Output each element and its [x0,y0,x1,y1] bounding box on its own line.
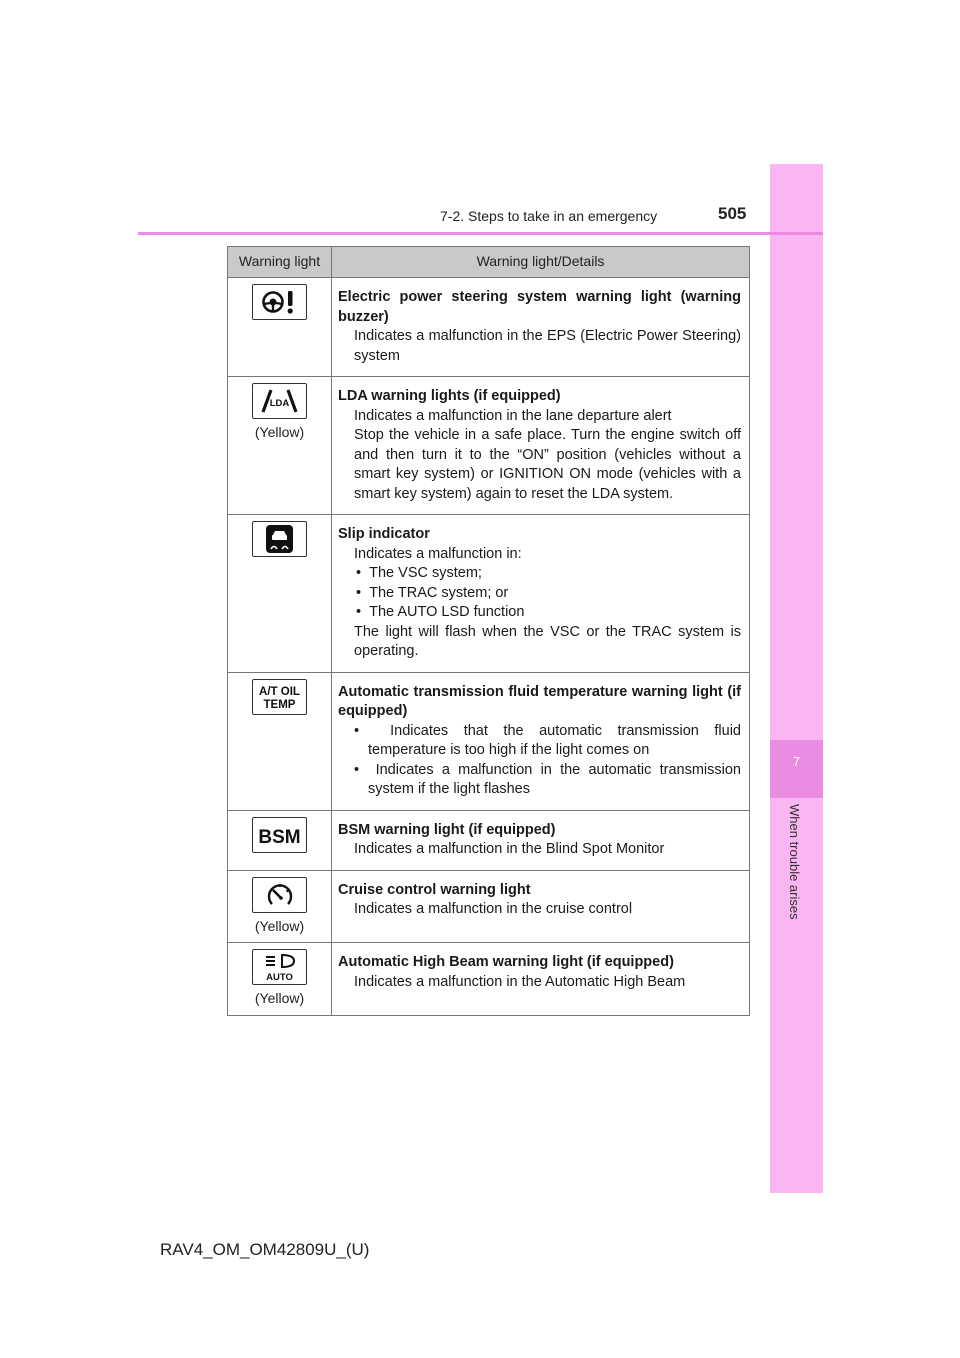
bsm-icon [252,817,307,853]
chapter-sidebar [770,164,823,1193]
bullet-item: • The AUTO LSD function [338,603,741,623]
at-oil-icon-text: A/T OIL [259,685,300,698]
detail-line: The light will flash when the VSC or the TRAC system is operating. [354,623,741,659]
icon-cell [228,377,332,515]
detail-line: Indicates a malfunction in the Blind Spot Monitor [354,841,665,857]
table-row [228,515,750,673]
detail-cell [332,278,750,377]
icon-cell [228,810,332,870]
warning-title: Cruise control warning light [338,881,531,898]
document-code: RAV4_OM_OM42809U_(U) [160,1240,370,1259]
detail-cell [332,810,750,870]
auto-icon-text: AUTO [266,972,293,983]
chapter-tab[interactable] [770,740,823,798]
bullet-item: • Indicates a malfunction in the automatic transmission system if the light flashes [338,761,741,800]
table-row [228,377,750,515]
warning-title: LDA warning lights (if equipped) [338,388,561,404]
detail-line: Stop the vehicle in a safe place. Turn the engine switch off and then turn it to the “ON” position (vehicles without a smart key system) or IGNITION ON mode (vehicles with a smart key system) again to reset the LDA system. [354,427,741,502]
bullet-item: • The TRAC system; or [338,584,741,604]
detail-cell [332,377,750,515]
table-header-row [228,247,750,278]
detail-line: Indicates a malfunction in the Automatic High Beam [354,973,686,990]
at-oil-temp-icon [252,679,307,715]
col-header-details: Warning light/Details [332,247,750,278]
color-label: (Yellow) [254,917,305,934]
color-label: (Yellow) [254,990,305,1006]
table-row [228,810,750,870]
detail-cell [332,870,750,943]
warning-title: Electric power steering system warning light (warning buzzer) [338,289,741,325]
detail-line: Indicates a malfunction in the lane departure alert [354,407,672,424]
bsm-icon-text: BSM [258,826,301,848]
page-number: 505 [718,204,747,223]
icon-cell [228,515,332,673]
warning-light-table [227,246,750,1016]
icon-cell [228,870,332,943]
temp-icon-text: TEMP [263,698,296,711]
chapter-number: 7 [792,754,801,769]
cruise-control-icon [252,877,307,913]
bullet-item: • The VSC system; [338,564,741,584]
bullet-item: • Indicates that the automatic transmission fluid temperature is too high if the light comes on [338,722,741,761]
table-row [228,870,750,943]
icon-cell [228,672,332,810]
table-row [228,672,750,810]
color-label: (Yellow) [254,424,305,440]
slip-indicator-icon [252,521,307,557]
detail-line: Indicates a malfunction in the EPS (Electric Power Steering) system [354,328,741,364]
col-header-icon: Warning light [228,247,332,278]
eps-warning-icon [252,284,307,320]
detail-line: Indicates a malfunction in: [354,545,522,562]
lda-warning-icon [252,383,307,419]
icon-cell [228,278,332,377]
icon-cell [228,943,332,1016]
chapter-title: When trouble arises [787,804,802,920]
detail-line: Indicates a malfunction in the cruise control [354,901,633,917]
warning-title: Automatic High Beam warning light (if equipped) [338,954,674,970]
detail-cell [332,672,750,810]
table-row [228,278,750,377]
header-divider [138,232,823,235]
section-title: 7-2. Steps to take in an emergency [440,208,658,224]
auto-high-beam-icon [252,949,307,985]
detail-cell [332,943,750,1016]
warning-title: Automatic transmission fluid temperature warning light (if equipped) [338,683,741,719]
lda-icon-text: LDA [269,398,290,409]
detail-cell [332,515,750,673]
table-row [228,943,750,1016]
warning-title: Slip indicator [338,526,430,542]
warning-title: BSM warning light (if equipped) [338,821,556,838]
